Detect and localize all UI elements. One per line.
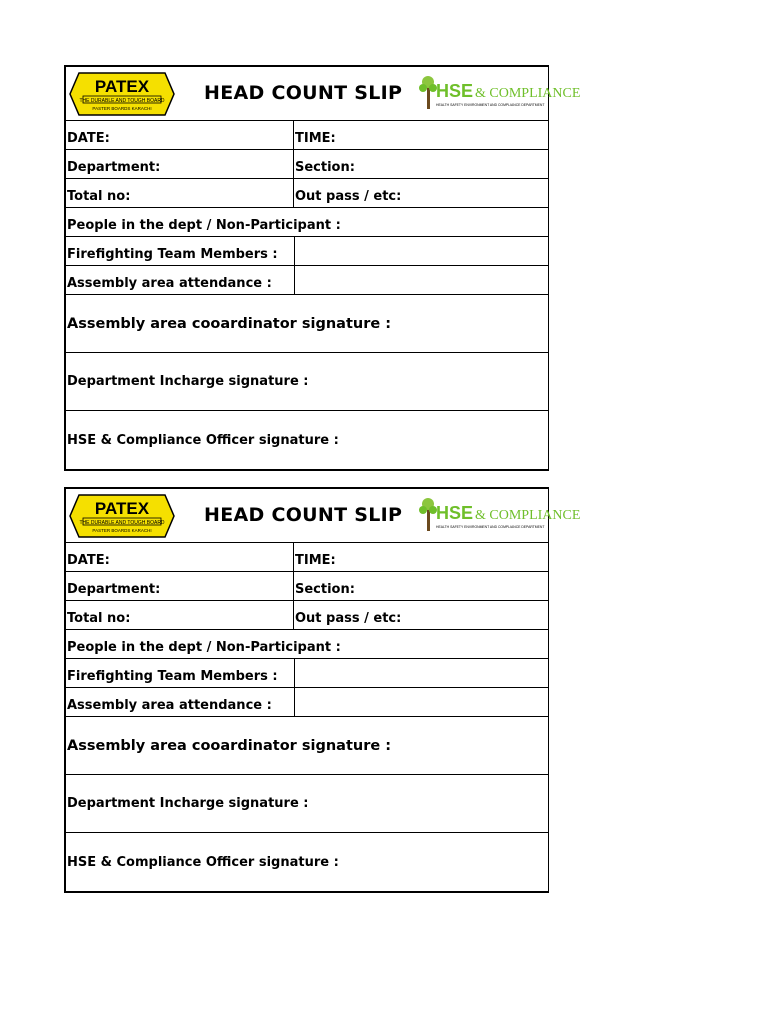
patex-tagline-1: THE DURABLE AND TOUGH BOARD: [79, 520, 165, 526]
assembly-attendance-input-box[interactable]: [294, 688, 548, 716]
patex-logo: [69, 493, 175, 543]
firefighting-input-box[interactable]: [294, 237, 548, 265]
row-hse-signature: [66, 411, 548, 469]
hse-text: HSE: [436, 81, 474, 101]
incharge-signature-field[interactable]: Department Incharge signature :: [67, 374, 309, 389]
patex-tagline-2: PASTER BOARDS KARACHI: [92, 106, 152, 111]
hse-text: HSE: [436, 503, 474, 523]
slip-title: HEAD COUNT SLIP: [204, 82, 403, 104]
row-total-outpass: [66, 601, 548, 630]
out-pass-field[interactable]: Out pass / etc:: [295, 611, 402, 626]
hse-officer-signature-field[interactable]: HSE & Compliance Officer signature :: [67, 854, 339, 870]
patex-tagline-2: PASTER BOARDS KARACHI: [92, 528, 152, 533]
patex-logo: [69, 71, 175, 121]
row-date-time: [66, 121, 548, 150]
total-no-field[interactable]: Total no:: [66, 179, 294, 207]
patex-tagline-1: THE DURABLE AND TOUGH BOARD: [79, 98, 165, 104]
slip-header: [66, 489, 581, 543]
department-field[interactable]: Department:: [66, 572, 294, 600]
hse-tagline: HEALTH SAFETY ENVIRONMENT AND COMPLIANCE DEPARTMENT: [436, 525, 545, 529]
section-field[interactable]: Section:: [295, 582, 355, 597]
section-field[interactable]: Section:: [295, 160, 355, 175]
slip-title: HEAD COUNT SLIP: [204, 504, 403, 526]
time-field[interactable]: TIME:: [295, 553, 336, 568]
row-firefighting: [66, 659, 548, 688]
firefighting-label: Firefighting Team Members :: [67, 669, 278, 684]
incharge-signature-field[interactable]: Department Incharge signature :: [67, 796, 309, 811]
row-assembly-attendance: [66, 688, 548, 717]
assembly-attendance-label: Assembly area attendance :: [67, 698, 272, 713]
date-field[interactable]: DATE:: [66, 121, 294, 149]
time-field[interactable]: TIME:: [295, 131, 336, 146]
row-people: [66, 208, 548, 237]
assembly-attendance-label: Assembly area attendance :: [67, 276, 272, 291]
assembly-attendance-input-box[interactable]: [294, 266, 548, 294]
firefighting-input-box[interactable]: [294, 659, 548, 687]
head-count-slip-2: [64, 487, 581, 893]
hse-compliance-logo: [420, 73, 581, 117]
coordinator-signature-field[interactable]: Assembly area cooardinator signature :: [67, 737, 392, 754]
row-firefighting: [66, 237, 548, 266]
hse-compliance-logo: [420, 495, 581, 539]
total-no-field[interactable]: Total no:: [66, 601, 294, 629]
row-total-outpass: [66, 179, 548, 208]
tree-icon: [419, 76, 437, 109]
row-coordinator-signature: [66, 717, 548, 775]
row-assembly-attendance: [66, 266, 548, 295]
row-incharge-signature: [66, 775, 548, 833]
hse-tagline: HEALTH SAFETY ENVIRONMENT AND COMPLIANCE DEPARTMENT: [436, 103, 545, 107]
patex-brand-text: PATEX: [94, 499, 150, 518]
people-field[interactable]: People in the dept / Non-Participant :: [67, 640, 341, 655]
row-people: [66, 630, 548, 659]
people-field[interactable]: People in the dept / Non-Participant :: [67, 218, 341, 233]
slip-header: [66, 67, 581, 121]
head-count-slip-1: [64, 65, 581, 471]
coordinator-signature-field[interactable]: Assembly area cooardinator signature :: [67, 315, 392, 332]
row-department-section: [66, 150, 548, 179]
compliance-text: & COMPLIANCE: [475, 86, 581, 101]
row-coordinator-signature: [66, 295, 548, 353]
row-incharge-signature: [66, 353, 548, 411]
department-field[interactable]: Department:: [66, 150, 294, 178]
hse-officer-signature-field[interactable]: HSE & Compliance Officer signature :: [67, 432, 339, 448]
firefighting-label: Firefighting Team Members :: [67, 247, 278, 262]
row-hse-signature: [66, 833, 548, 891]
date-field[interactable]: DATE:: [66, 543, 294, 571]
compliance-text: & COMPLIANCE: [475, 508, 581, 523]
tree-icon: [419, 498, 437, 531]
row-date-time: [66, 543, 548, 572]
out-pass-field[interactable]: Out pass / etc:: [295, 189, 402, 204]
patex-brand-text: PATEX: [94, 77, 150, 96]
row-department-section: [66, 572, 548, 601]
